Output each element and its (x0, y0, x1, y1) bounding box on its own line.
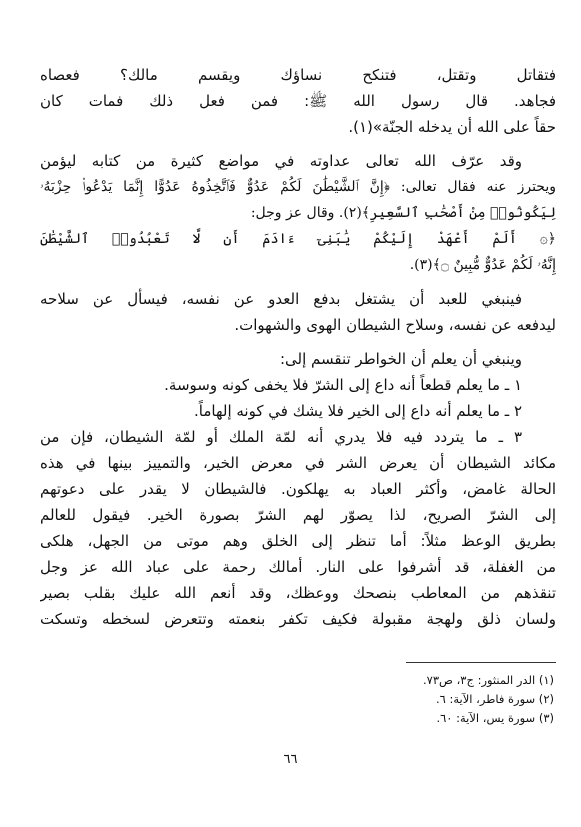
quran-line: إِنَّهُۥ لَكُمْ عَدُوٌّ مُّبِينٌ ۝﴾(٣). (409, 257, 556, 273)
paragraph-gap (40, 140, 556, 148)
paragraph-3 (40, 286, 556, 338)
list-item: ٢ ـ ما يعلم أنه داع إلى الخير فلا يشك في كونه إلهاماً. (194, 402, 522, 420)
text-line: فينبغي للعبد أن يشتغل بدفع العدو عن نفسه، فيسأل عن سلاحه (40, 290, 522, 308)
text-line: من الغفلة، قد أشرفوا على النار. أمالك رحمة على عباد الله عز وجل (40, 558, 556, 576)
paragraph-gap (40, 278, 556, 286)
text-line: ولسان ذلق ولهجة مقبولة فكيف تكفر بنعمته وتتعرض لسخطه وتسكت (40, 610, 556, 628)
quran-line: لِيَكُونُوا۟ مِنْ أَصْحَٰبِ ٱلسَّعِيرِ﴾(٢). وقال عز وجل: (250, 205, 556, 221)
footnote: (١) الدر المنثور: ج٣، ص٧٣. (423, 673, 554, 687)
page-body (40, 62, 556, 632)
text-line: الحالة غامض، وأكثر العباد به يهلكون. فالشيطان لا يقدر على دعوتهم (40, 480, 556, 498)
list-item: ٣ ـ ما يتردد فيه فلا يدري أنه لمّة الملك أو لمّة الشيطان، فإن من (40, 428, 522, 446)
paragraph-1 (40, 62, 556, 140)
footnote: (٣) سورة يس، الآية: ٦٠. (436, 711, 554, 725)
paragraph-gap (40, 338, 556, 346)
text-line: ليدفعه عن نفسه، وسلاح الشيطان الهوى والشهوات. (234, 316, 556, 334)
paragraph-2 (40, 148, 556, 278)
quran-line: ﴿۞ أَلَمْ أَعْهَدْ إِلَيْكُمْ يَٰبَنِىٓ ءَادَمَ أَن لَّا تَعْبُدُوا۟ ٱلشَّيْطَٰنَ (40, 231, 556, 247)
page-number: ٦٦ (283, 752, 298, 767)
quran-line: ويحترز عنه فقال تعالى: ﴿إِنَّ ٱلشَّيْطَٰنَ لَكُمْ عَدُوٌّ فَٱتَّخِذُوهُ عَدُوًّا إِنَّمَا يَدْعُوا۟ حِزْبَهُۥ (40, 179, 556, 195)
text-line: فتقاتل وتقتل، فتنكح نساؤك ويقسم مالك؟ فعصاه (40, 66, 556, 84)
text-line: حقاً على الله أن يدخله الجنّة»(١). (348, 118, 556, 136)
text-line: وقد عرّف الله تعالى عداوته في مواضع كثيرة من كتابه ليؤمن (40, 152, 522, 170)
list-item: ١ ـ ما يعلم قطعاً أنه داع إلى الشرّ فلا يخفى كونه وسوسة. (164, 376, 522, 394)
text-line: وينبغي أن يعلم أن الخواطر تنقسم إلى: (279, 350, 522, 368)
text-line: بطريق الوعظ مثلاً: أما تنظر إلى الخلق وهم موتى من الجهل، هلكى (40, 532, 556, 550)
text-line: فجاهد. قال رسول الله ﷺ: فمن فعل ذلك فمات كان (40, 92, 556, 110)
paragraph-4 (40, 346, 556, 632)
footnote: (٢) سورة فاطر، الآية: ٦. (435, 692, 554, 706)
text-line: إلى الشرّ الصريح، لذا يصوّر لهم الشرّ بصورة الخير. فيقول للعالم (40, 506, 556, 524)
text-line: مكائد الشيطان أن يعرض الشر في معرض الخير، والتمييز بينها في هذه (40, 454, 556, 472)
text-line: تنقذهم من المعاطب بنصحك ووعظك، وقد أنعم الله عليك بقلب بصير (40, 584, 556, 602)
footnotes (40, 662, 556, 728)
